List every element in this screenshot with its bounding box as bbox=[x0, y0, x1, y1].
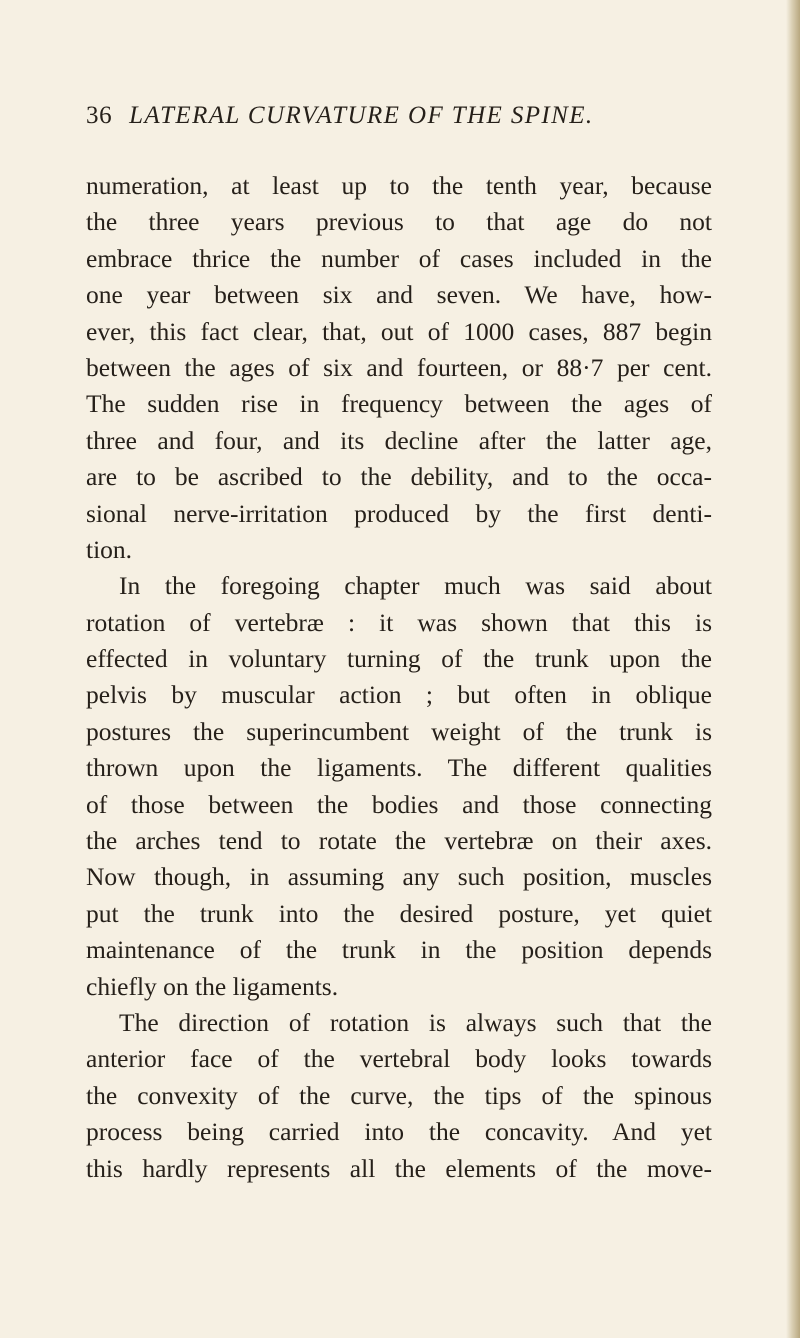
text-line: between the ages of six and fourteen, or 88·7 per cent. bbox=[86, 352, 712, 382]
text-line: this hardly represents all the elements of the move- bbox=[86, 1153, 712, 1183]
running-title: LATERAL CURVATURE OF THE SPINE. bbox=[129, 102, 594, 129]
page-number: 36 bbox=[86, 102, 113, 129]
text-line: process being carried into the concavity. And yet bbox=[86, 1117, 712, 1147]
text-line: numeration, at least up to the tenth year, because bbox=[86, 171, 712, 200]
text-line: anterior face of the vertebral body looks towards bbox=[86, 1044, 712, 1074]
body-text bbox=[86, 168, 712, 1187]
text-line: pelvis by muscular action ; but often in oblique bbox=[86, 680, 712, 710]
text-line: embrace thrice the number of cases included in the bbox=[86, 243, 712, 273]
text-line: the convexity of the curve, the tips of the spinous bbox=[86, 1080, 712, 1110]
text-line: effected in voluntary turning of the trunk upon the bbox=[86, 644, 712, 674]
text-line: three and four, and its decline after the latter age, bbox=[86, 425, 712, 455]
text-line: Now though, in assuming any such position, muscles bbox=[86, 862, 712, 892]
paragraph-start-line: The direction of rotation is always such that the bbox=[119, 1007, 712, 1037]
text-line: maintenance of the trunk in the position depends bbox=[86, 935, 712, 965]
text-line: are to be ascribed to the debility, and to the occa- bbox=[86, 462, 712, 492]
text-line: put the trunk into the desired posture, yet quiet bbox=[86, 898, 712, 928]
text-line: thrown upon the ligaments. The different qualities bbox=[86, 753, 712, 783]
text-line: rotation of vertebræ : it was shown that this is bbox=[86, 607, 712, 637]
text-line: The sudden rise in frequency between the ages of bbox=[86, 389, 712, 419]
text-line: tion. bbox=[86, 534, 133, 564]
text-line: postures the superincumbent weight of the trunk is bbox=[86, 716, 712, 746]
text-line: one year between six and seven. We have, how- bbox=[86, 280, 712, 310]
running-head bbox=[86, 102, 726, 130]
text-line: chiefly on the ligaments. bbox=[86, 971, 339, 1001]
text-line: the arches tend to rotate the vertebræ on their axes. bbox=[86, 826, 712, 856]
page-edge-shadow bbox=[786, 0, 800, 1338]
text-line: sional nerve-irritation produced by the first denti- bbox=[86, 498, 712, 528]
text-line: of those between the bodies and those connecting bbox=[86, 789, 712, 819]
paragraph-start-line: In the foregoing chapter much was said about bbox=[119, 571, 712, 601]
text-line: ever, this fact clear, that, out of 1000 cases, 887 begin bbox=[86, 316, 712, 346]
text-line: the three years previous to that age do not bbox=[86, 207, 712, 237]
